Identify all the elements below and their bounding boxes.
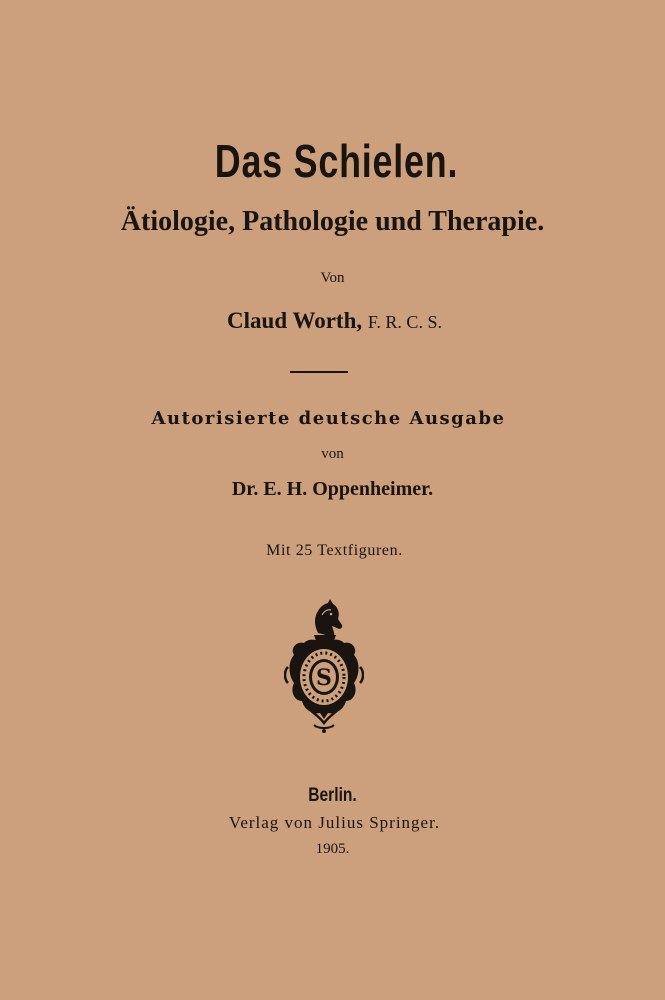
author-name: Claud Worth, — [227, 308, 363, 333]
divider-rule — [290, 371, 348, 373]
edition-note: Autorisierte deutsche Ausgabe — [151, 408, 506, 429]
by-label: Von — [320, 270, 345, 286]
translator-name: Dr. E. H. Oppenheimer. — [231, 478, 434, 500]
springer-knight-emblem-icon — [284, 595, 364, 735]
book-title: Das Schielen. — [214, 135, 459, 187]
imprint-city: Berlin. — [308, 785, 357, 806]
by-label-translator: von — [321, 446, 344, 462]
imprint-publisher: Verlag von Julius Springer. — [228, 813, 441, 832]
book-subtitle: Ätiologie, Pathologie und Therapie. — [120, 206, 545, 237]
imprint-year: 1905. — [315, 841, 350, 857]
author-line — [2, 306, 665, 337]
svg-text:S: S — [316, 665, 332, 691]
author-degree: F. R. C. S. — [367, 312, 442, 332]
figures-note: Mit 25 Textfiguren. — [266, 542, 403, 559]
